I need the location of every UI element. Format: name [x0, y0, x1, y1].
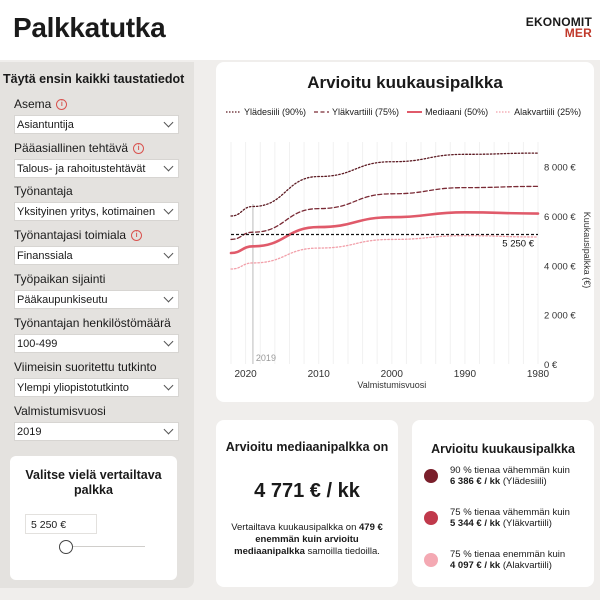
y-tick-label: 4 000 €: [544, 261, 576, 273]
field-3: [14, 228, 179, 265]
header: [0, 0, 600, 60]
percentile-amount: 6 386 € / kk: [450, 476, 501, 487]
percentile-suffix: (Yläkvartiili): [502, 518, 552, 529]
y-tick-label: 6 000 €: [544, 212, 576, 223]
chevron-down-icon: [164, 205, 174, 215]
field-4: [14, 272, 179, 309]
field-select[interactable]: [14, 334, 179, 353]
reference-label: 5 250 €: [502, 238, 534, 250]
percentile-text: [450, 465, 570, 487]
percentile-suffix: (Alakvartiili): [502, 560, 552, 571]
y-tick-label: 8 000 €: [544, 162, 576, 174]
field-select-value: Ylempi yliopistotutkinto: [17, 381, 129, 394]
field-label: [14, 316, 179, 331]
percentile-row: [424, 549, 594, 571]
field-label: [14, 97, 179, 112]
field-label-text: Työnantajasi toimiala: [14, 228, 127, 242]
field-select-value: Asiantuntija: [17, 118, 74, 131]
info-icon[interactable]: i: [56, 99, 67, 110]
field-select[interactable]: [14, 159, 179, 178]
percentile-text: [450, 507, 570, 529]
median-note-part1: Vertailtava kuukausipalkka on: [231, 522, 357, 533]
series-line-0: [231, 153, 538, 216]
percentile-amount: 5 344 € / kk: [450, 518, 501, 529]
field-select[interactable]: [14, 115, 179, 134]
x-tick-label: 1990: [453, 369, 477, 380]
field-select[interactable]: [14, 422, 179, 441]
field-label: [14, 141, 179, 156]
chevron-down-icon: [164, 381, 174, 391]
x-tick-label: 1980: [526, 369, 550, 380]
field-select-value: 2019: [17, 425, 42, 438]
percentile-amount-line: [450, 476, 570, 487]
percentile-dot: [424, 553, 438, 567]
percentile-line: 90 % tienaa vähemmän kuin: [450, 465, 570, 476]
logo-line2: MER: [564, 26, 592, 40]
percentile-suffix: (Ylädesiili): [502, 476, 547, 487]
legend-label: Mediaani (50%): [425, 107, 489, 117]
y-axis-label: Kuukausipalkka (€): [582, 211, 592, 289]
median-value: 4 771 € / kk: [254, 480, 360, 502]
chevron-down-icon: [164, 293, 174, 303]
field-2: [14, 184, 179, 221]
x-tick-label: 2010: [307, 369, 330, 380]
percentile-dot: [424, 469, 438, 483]
x-tick-label: 2000: [380, 369, 403, 380]
legend-label: Alakvartiili (25%): [514, 107, 582, 117]
median-card: [216, 420, 398, 587]
field-label: [14, 404, 179, 419]
chevron-down-icon: [164, 425, 174, 435]
sidebar-heading: Täytä ensin kaikki taustatiedot: [3, 72, 185, 86]
median-note-part2: samoilla tiedoilla.: [307, 546, 380, 557]
y-tick-label: 2 000 €: [544, 310, 576, 322]
percentile-dot: [424, 511, 438, 525]
salary-chart: [216, 62, 594, 402]
x-tick-label: 2020: [234, 369, 257, 380]
percentile-text: [450, 549, 565, 571]
field-select-value: Talous- ja rahoitustehtävät: [17, 162, 146, 175]
percentile-amount: 4 097 € / kk: [450, 560, 501, 571]
field-label-text: Työnantajan henkilöstömäärä: [14, 316, 171, 330]
field-label-text: Pääasiallinen tehtävä: [14, 141, 129, 155]
field-0: [14, 97, 179, 134]
field-select-value: Pääkaupunkiseutu: [17, 293, 108, 306]
percentile-line: 75 % tienaa vähemmän kuin: [450, 507, 570, 518]
field-label-text: Viimeisin suoritettu tutkinto: [14, 360, 157, 374]
chevron-down-icon: [164, 118, 174, 128]
field-1: [14, 141, 179, 178]
percentile-row: [424, 507, 594, 529]
field-label-text: Valmistumisvuosi: [14, 404, 106, 418]
field-select[interactable]: [14, 378, 179, 397]
field-label-text: Asema: [14, 97, 52, 111]
field-select[interactable]: [14, 290, 179, 309]
marker-label: 2019: [255, 353, 276, 363]
legend-label: Yläkvartiili (75%): [332, 107, 400, 117]
percentile-amount-line: [450, 518, 570, 529]
field-select-value: Finanssiala: [17, 249, 73, 262]
chart-title: Arvioitu kuukausipalkka: [307, 73, 503, 92]
info-icon[interactable]: i: [133, 143, 144, 154]
field-7: [14, 404, 179, 441]
percentile-line: 75 % tienaa enemmän kuin: [450, 549, 566, 560]
page-title: Palkkatutka: [13, 12, 166, 43]
median-title: Arvioitu mediaanipalkka on: [225, 440, 389, 454]
field-label: [14, 272, 179, 287]
chevron-down-icon: [164, 162, 174, 172]
chevron-down-icon: [164, 337, 174, 347]
compare-title: Valitse vielä vertailtava palkka: [25, 468, 162, 497]
median-note-bold: 479 € enemmän kuin arvioitu mediaanipalkka: [234, 522, 383, 557]
field-select[interactable]: [14, 202, 179, 221]
sidebar: [0, 62, 194, 588]
compare-salary-input[interactable]: 5 250 €: [25, 514, 97, 534]
field-label: [14, 360, 179, 375]
field-label-text: Työpaikan sijainti: [14, 272, 106, 286]
field-label-text: Työnantaja: [14, 184, 73, 198]
y-tick-label: 0 €: [544, 360, 558, 371]
field-select-value: Yksityinen yritys, kotimainen: [17, 205, 156, 218]
percentile-title: Arvioitu kuukausipalkka: [431, 442, 575, 456]
chart-card: [216, 62, 594, 402]
logo[interactable]: [526, 17, 592, 39]
percentile-amount-line: [450, 560, 565, 571]
percentile-card: [412, 420, 594, 587]
field-select[interactable]: [14, 246, 179, 265]
median-note: [224, 522, 390, 558]
field-label: [14, 184, 179, 199]
field-label: [14, 228, 179, 243]
logo-line1: EKONOMIT: [525, 15, 592, 29]
legend-label: Ylädesiili (90%): [244, 107, 307, 117]
x-axis-label: Valmistumisvuosi: [357, 380, 427, 390]
chevron-down-icon: [164, 249, 174, 259]
field-6: [14, 360, 179, 397]
info-icon[interactable]: i: [131, 230, 142, 241]
compare-card: [10, 456, 177, 580]
field-select-value: 100-499: [17, 337, 58, 350]
series-line-2: [231, 212, 538, 253]
field-5: [14, 316, 179, 353]
salary-slider-handle[interactable]: [59, 540, 73, 554]
percentile-row: [424, 465, 594, 487]
